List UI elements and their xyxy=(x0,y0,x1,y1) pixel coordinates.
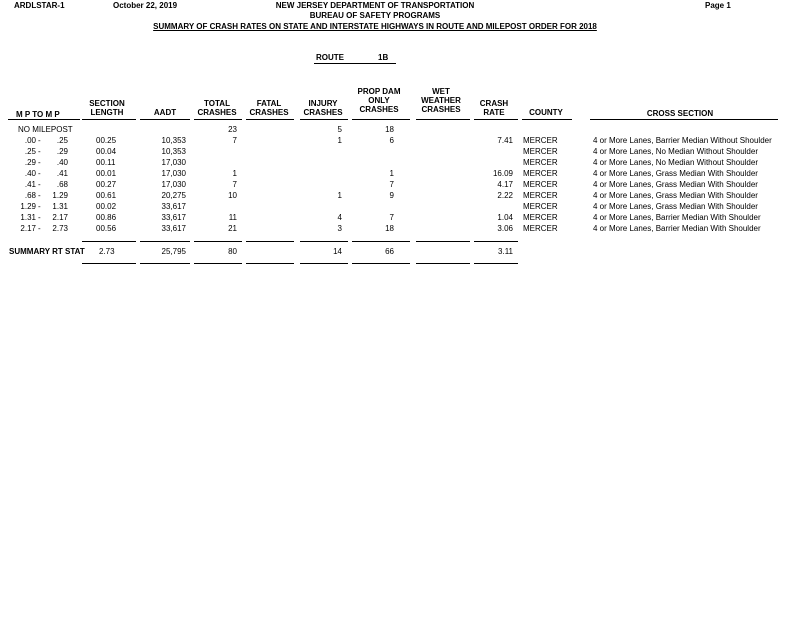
row-total-crashes: 1 xyxy=(232,169,237,178)
underline-rate xyxy=(474,119,518,120)
row-section-length: 00.61 xyxy=(96,191,117,200)
row-injury-crashes: 4 xyxy=(337,213,342,222)
col-crash-rate: CRASH RATE xyxy=(479,99,509,117)
page-number: Page 1 xyxy=(705,1,731,10)
summary-title: SUMMARY OF CRASH RATES ON STATE AND INTERSTATE HIGHWAYS IN ROUTE AND MILEPOST ORDER FOR 2018 xyxy=(153,22,597,31)
underline-wet xyxy=(416,119,470,120)
summary-bottom-line-aadt xyxy=(140,263,190,264)
row-mp-dash: - xyxy=(38,158,41,167)
summary-label: SUMMARY RT STAT xyxy=(9,247,85,256)
row-cross-section: 4 or More Lanes, Grass Median With Shoulder xyxy=(593,191,758,200)
row-county: MERCER xyxy=(523,191,558,200)
col-fatal-crashes: FATAL CRASHES xyxy=(249,99,289,117)
row-mp-dash: - xyxy=(38,224,41,233)
row-cross-section: 4 or More Lanes, Grass Median With Shoulder xyxy=(593,169,758,178)
row-county: MERCER xyxy=(523,158,558,167)
row-total-crashes: 10 xyxy=(228,191,237,200)
row-aadt: 33,617 xyxy=(161,224,186,233)
row-section-length: 00.27 xyxy=(96,180,117,189)
agency-name: NEW JERSEY DEPARTMENT OF TRANSPORTATION xyxy=(275,1,475,10)
row-propdam-crashes: 7 xyxy=(389,180,394,189)
row-county: MERCER xyxy=(523,136,558,145)
row-aadt: 17,030 xyxy=(161,169,186,178)
summary-bottom-line-fatal xyxy=(246,263,294,264)
row-mp-from: .68 xyxy=(24,191,36,200)
row-crash-rate: 4.17 xyxy=(497,180,513,189)
summary-top-line-injury xyxy=(300,241,348,242)
row-aadt: 10,353 xyxy=(161,147,186,156)
summary-top-line-aadt xyxy=(140,241,190,242)
row-propdam-crashes: 7 xyxy=(389,213,394,222)
underline-county xyxy=(522,119,572,120)
summary-length: 2.73 xyxy=(99,247,115,256)
row-aadt: 20,275 xyxy=(161,191,186,200)
summary-propdam: 66 xyxy=(385,247,394,256)
row-section-length: 00.25 xyxy=(96,136,117,145)
row-section-length: 00.02 xyxy=(96,202,117,211)
row-county: MERCER xyxy=(523,224,558,233)
summary-bottom-line-rate xyxy=(474,263,518,264)
row-cross-section: 4 or More Lanes, Barrier Median Without Shoulder xyxy=(593,136,772,145)
row-county: MERCER xyxy=(523,147,558,156)
underline-injury xyxy=(300,119,348,120)
row-mp-dash: - xyxy=(38,169,41,178)
row-aadt: 33,617 xyxy=(161,202,186,211)
row-section-length: 00.56 xyxy=(96,224,117,233)
route-value: 1B xyxy=(378,53,389,62)
row-cross-section: 4 or More Lanes, Barrier Median With Shoulder xyxy=(593,224,761,233)
col-total-crashes: TOTAL CRASHES xyxy=(197,99,237,117)
row-injury-crashes: 3 xyxy=(337,224,342,233)
col-wet-crashes: WET WEATHER CRASHES xyxy=(421,87,461,114)
route-underline xyxy=(314,63,396,64)
row-propdam-crashes: 18 xyxy=(385,224,394,233)
row-crash-rate: 2.22 xyxy=(497,191,513,200)
row-crash-rate: 1.04 xyxy=(497,213,513,222)
row-mp-dash: - xyxy=(38,147,41,156)
row-mp-from: .29 xyxy=(24,158,36,167)
row-cross-section: 4 or More Lanes, No Median Without Shoulder xyxy=(593,147,758,156)
row-aadt: 10,353 xyxy=(161,136,186,145)
row-mp-dash: - xyxy=(38,202,41,211)
summary-rate: 3.11 xyxy=(498,247,513,256)
col-county: COUNTY xyxy=(529,108,563,117)
row-section-length: 00.04 xyxy=(96,147,117,156)
row-cross-section: 4 or More Lanes, Grass Median With Shoulder xyxy=(593,180,758,189)
row-mp-to: 1.29 xyxy=(52,191,68,200)
row-section-length: 00.11 xyxy=(96,158,116,167)
report-id: ARDLSTAR-1 xyxy=(14,1,65,10)
col-aadt: AADT xyxy=(153,108,177,117)
row-propdam-crashes: 6 xyxy=(389,136,394,145)
row-mp-dash: - xyxy=(38,180,41,189)
row-section-length: 00.86 xyxy=(96,213,117,222)
summary-top-line-wet xyxy=(416,241,470,242)
row-county: MERCER xyxy=(523,180,558,189)
summary-bottom-line-total xyxy=(194,263,242,264)
row-total-crashes: 11 xyxy=(228,213,237,222)
underline-mp xyxy=(8,119,80,120)
summary-bottom-line-propdam xyxy=(352,263,410,264)
report-date: October 22, 2019 xyxy=(113,1,178,10)
underline-cross xyxy=(590,119,778,120)
row-mp-to: .40 xyxy=(56,158,68,167)
row-county: MERCER xyxy=(523,202,558,211)
summary-top-line-propdam xyxy=(352,241,410,242)
row-propdam-crashes: 9 xyxy=(389,191,394,200)
row-cross-section: 4 or More Lanes, No Median Without Shoulder xyxy=(593,158,758,167)
row-mp-to: .41 xyxy=(56,169,68,178)
col-injury-crashes: INJURY CRASHES xyxy=(303,99,343,117)
row-total-crashes: 7 xyxy=(232,136,237,145)
row-mp-to: 1.31 xyxy=(52,202,68,211)
summary-top-line-fatal xyxy=(246,241,294,242)
row-aadt: 17,030 xyxy=(161,158,186,167)
row-mp-from: .41 xyxy=(24,180,36,189)
row-total-crashes: 7 xyxy=(232,180,237,189)
underline-length xyxy=(82,119,136,120)
no-milepost-injury: 5 xyxy=(337,125,342,134)
row-county: MERCER xyxy=(523,213,558,222)
row-mp-from: .40 xyxy=(24,169,36,178)
row-cross-section: 4 or More Lanes, Grass Median With Shoulder xyxy=(593,202,758,211)
summary-bottom-line-length xyxy=(82,263,136,264)
row-mp-dash: - xyxy=(38,213,41,222)
summary-total: 80 xyxy=(228,247,237,256)
row-mp-from: 2.17 xyxy=(20,224,36,233)
row-mp-dash: - xyxy=(38,136,41,145)
row-mp-to: 2.73 xyxy=(52,224,68,233)
row-injury-crashes: 1 xyxy=(337,136,342,145)
summary-bottom-line-wet xyxy=(416,263,470,264)
row-mp-to: .29 xyxy=(56,147,68,156)
row-crash-rate: 16.09 xyxy=(492,169,513,178)
row-mp-from: 1.31 xyxy=(20,213,36,222)
underline-aadt xyxy=(140,119,190,120)
summary-injury: 14 xyxy=(333,247,342,256)
row-propdam-crashes: 1 xyxy=(389,169,394,178)
row-crash-rate: 7.41 xyxy=(497,136,513,145)
row-mp-to: 2.17 xyxy=(52,213,68,222)
summary-top-line-rate xyxy=(474,241,518,242)
underline-propdam xyxy=(352,119,410,120)
col-cross-section: CROSS SECTION xyxy=(646,109,714,118)
col-mp: M P TO M P xyxy=(16,110,60,119)
row-county: MERCER xyxy=(523,169,558,178)
row-total-crashes: 21 xyxy=(228,224,237,233)
row-aadt: 33,617 xyxy=(161,213,186,222)
row-aadt: 17,030 xyxy=(161,180,186,189)
bureau-name: BUREAU OF SAFETY PROGRAMS xyxy=(309,11,441,20)
row-injury-crashes: 1 xyxy=(337,191,342,200)
col-section-length: SECTION LENGTH xyxy=(89,99,125,117)
row-mp-from: .00 xyxy=(24,136,36,145)
summary-top-line-total xyxy=(194,241,242,242)
underline-total xyxy=(194,119,242,120)
row-crash-rate: 3.06 xyxy=(497,224,513,233)
row-cross-section: 4 or More Lanes, Barrier Median With Shoulder xyxy=(593,213,761,222)
row-mp-dash: - xyxy=(38,191,41,200)
underline-fatal xyxy=(246,119,294,120)
row-mp-from: 1.29 xyxy=(20,202,36,211)
no-milepost-propdam: 18 xyxy=(385,125,394,134)
row-mp-to: .68 xyxy=(56,180,68,189)
row-section-length: 00.01 xyxy=(96,169,117,178)
route-label: ROUTE xyxy=(316,53,344,62)
summary-top-line-length xyxy=(82,241,136,242)
col-propdam-crashes: PROP DAM ONLY CRASHES xyxy=(357,87,401,114)
row-mp-to: .25 xyxy=(56,136,68,145)
row-mp-from: .25 xyxy=(24,147,36,156)
summary-aadt: 25,795 xyxy=(161,247,186,256)
summary-bottom-line-injury xyxy=(300,263,348,264)
no-milepost-total: 23 xyxy=(228,125,237,134)
no-milepost-label: NO MILEPOST xyxy=(18,125,73,134)
